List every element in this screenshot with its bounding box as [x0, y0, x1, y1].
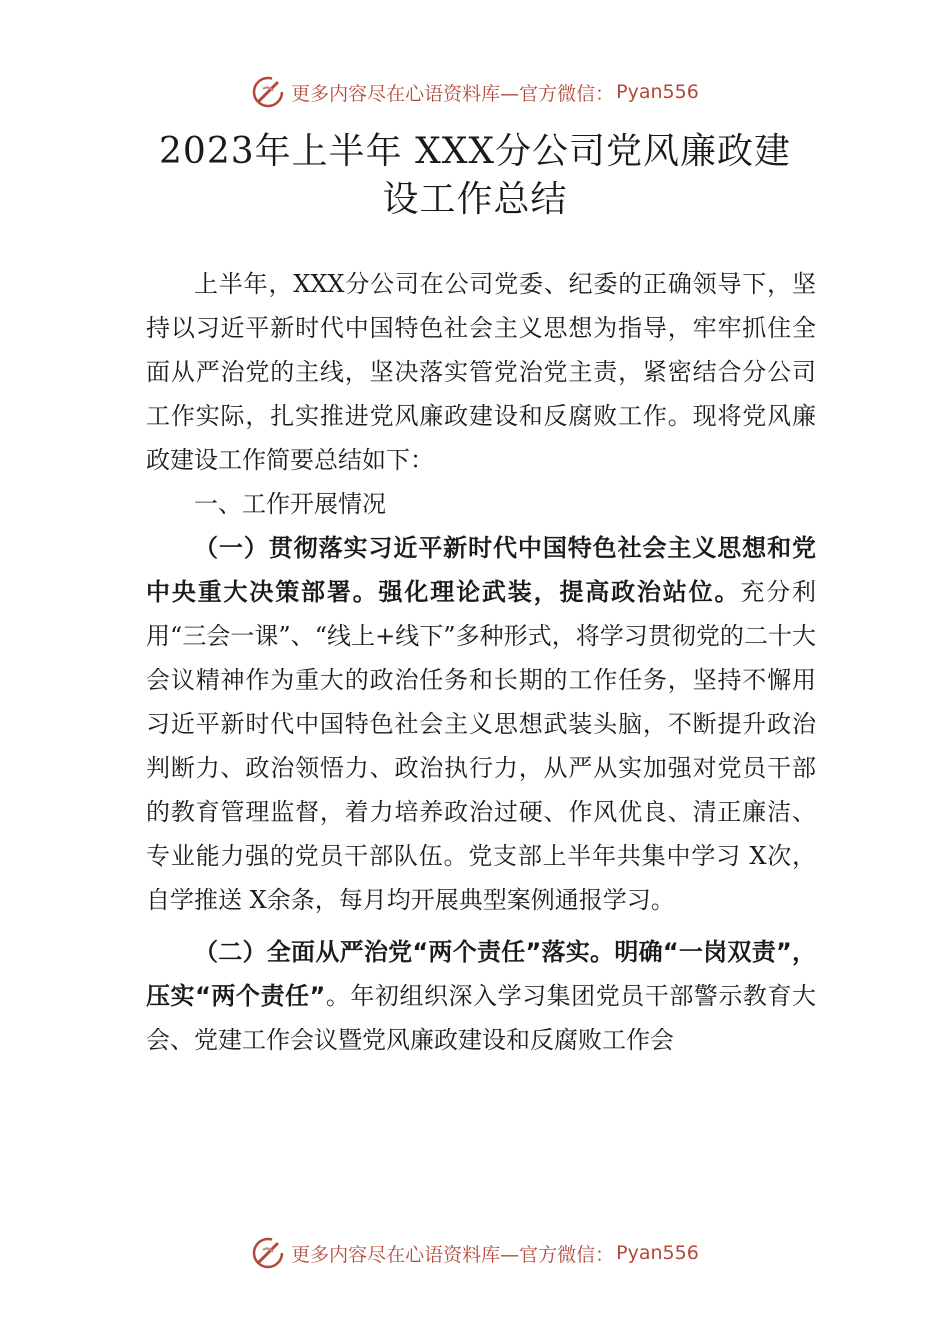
section-1-paragraph	[146, 526, 816, 922]
footer-banner	[0, 1233, 950, 1273]
section-1-body: 充分利用“三会一课”、“线上+线下”多种形式，将学习贯彻党的二十大会议精神作为重大的政治任务和长期的工作任务，坚持不懈用习近平新时代中国特色社会主义思想武装头脑，不断提升政治判断力、政治领悟力、政治执行力，从严从实加强对党员干部的教育管理监督，着力培养政治过硬、作风优良、清正廉洁、专业能力强的党员干部队伍。党支部上半年共集中学习 X次，自学推送 X余条，每月均开展典型案例通报学习。	[146, 578, 817, 914]
section-2-paragraph	[146, 930, 816, 1062]
section-heading-1: 一、工作开展情况	[194, 490, 386, 518]
header-banner	[0, 72, 950, 112]
banner-wechat-id: Pyan556	[616, 81, 699, 103]
calligraphy-brush-logo-icon	[251, 1236, 285, 1270]
calligraphy-brush-logo-icon	[251, 75, 285, 109]
banner-text: 更多内容尽在心语资料库—官方微信：	[291, 82, 615, 105]
section-2-body: 。年初组织深入学习集团党员干部警示教育大会、党建工作会议暨党风廉政建设和反腐败工作会	[146, 982, 817, 1054]
document-title	[140, 128, 810, 224]
section-2-lead: （二）全面从严治党“两个责任”落实。明确“一岗双责”，压实“两个责任”	[146, 938, 816, 1010]
document-body	[146, 262, 816, 1062]
title-line-1: 2023年上半年 XXX分公司党风廉政建	[159, 131, 791, 172]
title-line-2: 设工作总结	[382, 179, 568, 220]
section-1-lead: （一）贯彻落实习近平新时代中国特色社会主义思想和党中央重大决策部署。强化理论武装，提高政治站位。	[146, 534, 816, 606]
intro-paragraph: 上半年，XXX分公司在公司党委、纪委的正确领导下，坚持以习近平新时代中国特色社会主义思想为指导，牢牢抓住全面从严治党的主线，坚决落实管党治党主责，紧密结合分公司工作实际，扎实推进党风廉政建设和反腐败工作。现将党风廉政建设工作简要总结如下：	[146, 270, 816, 474]
banner-text: 更多内容尽在心语资料库—官方微信：	[291, 1243, 615, 1266]
banner-wechat-id: Pyan556	[616, 1242, 699, 1264]
